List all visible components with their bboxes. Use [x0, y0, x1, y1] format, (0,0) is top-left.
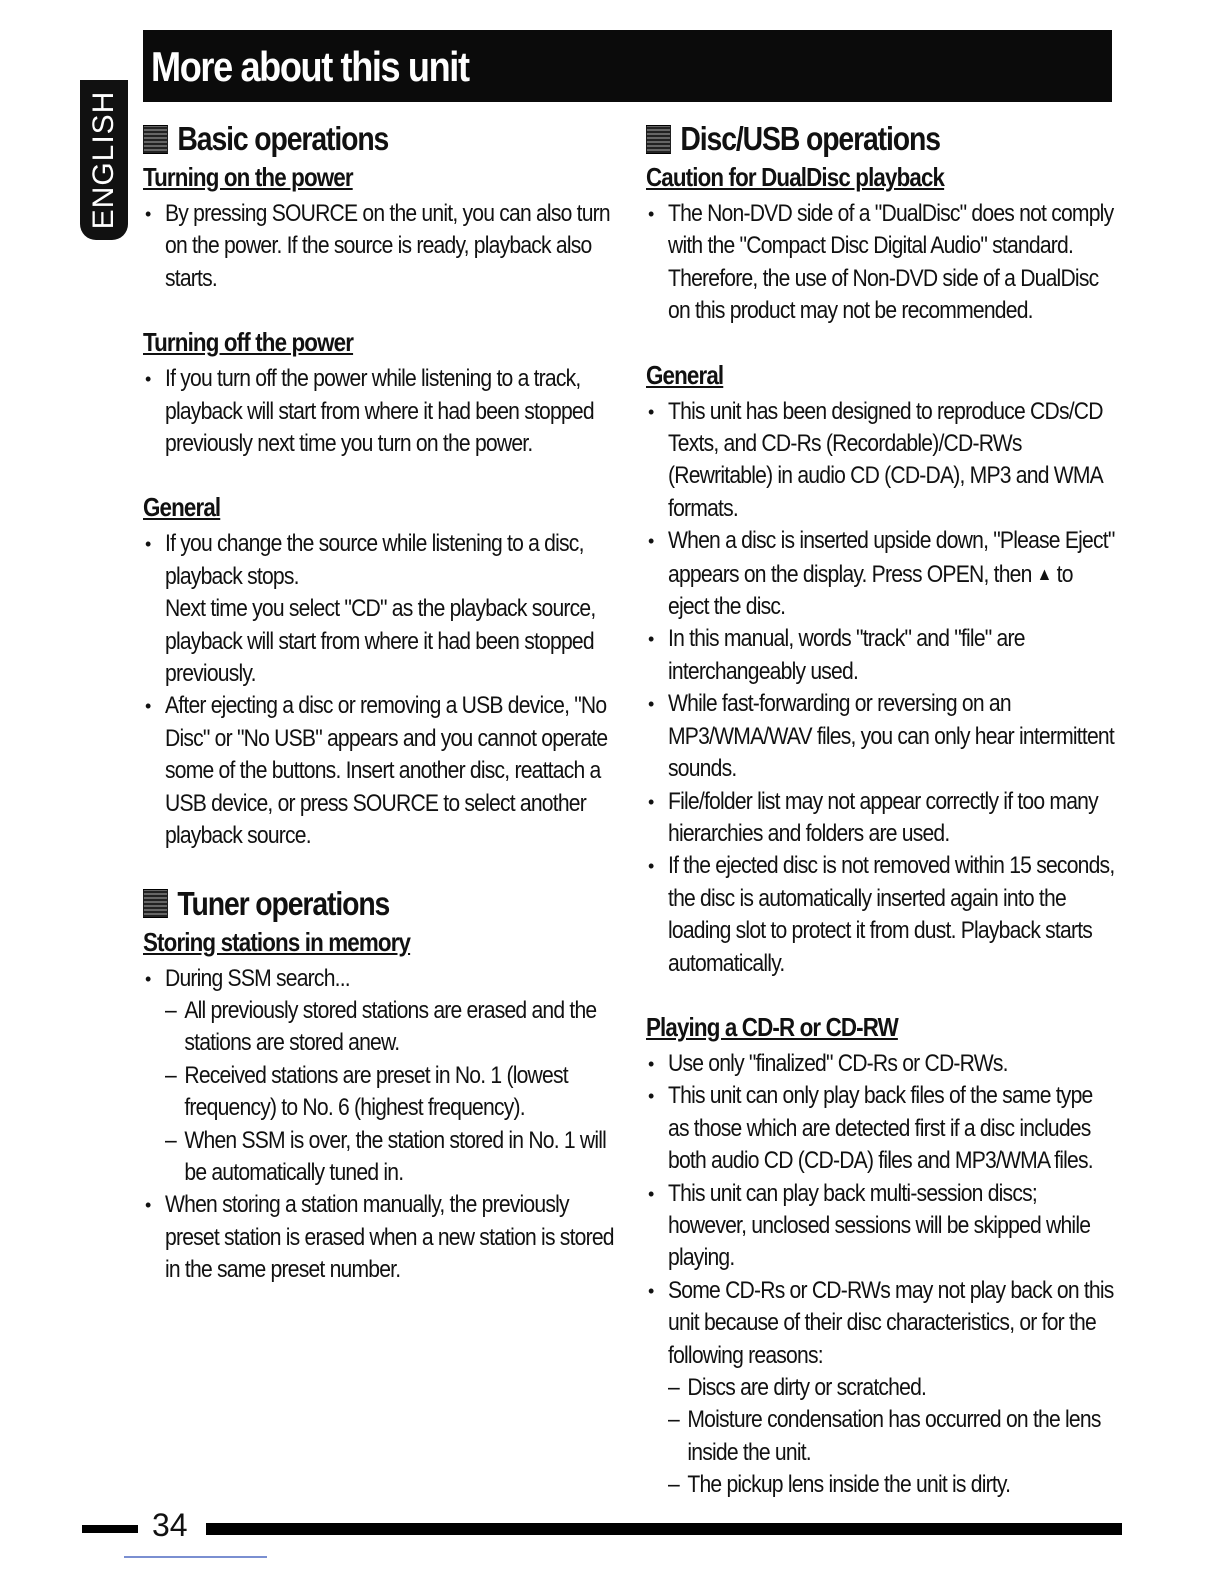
language-tab-label: ENGLISH: [87, 90, 120, 230]
dash-item: – All previously stored stations are erased and the stations are stored anew.: [165, 995, 614, 1060]
list-item: • When a disc is inserted upside down, "Please Eject" appears on the display. Press OPEN, then ▲ to eject the disc.: [646, 525, 1116, 623]
section-square-icon: [143, 889, 168, 918]
list-item: • Some CD-Rs or CD-RWs may not play back on this unit because of their disc characteristics, or for the following reasons: – Discs are dirty or scratched. – Moisture condensation has occurred on the lens inside the unit. – The pickup lens inside the unit is dirty.: [646, 1275, 1116, 1502]
subsection-dualdisc-caution: Caution for DualDisc playback: [646, 162, 945, 192]
list-item: • This unit can play back multi-session discs; however, unclosed sessions will be skipped while playing.: [646, 1178, 1116, 1275]
list-item: • If you turn off the power while listening to a track, playback will start from where it had been stopped previously next time you turn on the power.: [143, 363, 613, 460]
page-title-bar: [143, 30, 1112, 102]
page-footer: [82, 1505, 1122, 1545]
list-item: • Use only "finalized" CD-Rs or CD-RWs.: [646, 1048, 1116, 1080]
list-item: • By pressing SOURCE on the unit, you can also turn on the power. If the source is ready, playback also starts.: [143, 198, 613, 295]
section-title-text: Tuner operations: [177, 884, 390, 922]
dash-item: – Discs are dirty or scratched.: [668, 1372, 1117, 1404]
section-tuner-operations: [143, 883, 547, 925]
general-list: [646, 396, 1116, 980]
list-item: • File/folder list may not appear correctly if too many hierarchies and folders are used.: [646, 786, 1116, 851]
section-title-text: Disc/USB operations: [680, 120, 940, 157]
list-item: • When storing a station manually, the previously preset station is erased when a new station is stored in the same preset number.: [143, 1189, 613, 1286]
general-list: [143, 528, 613, 852]
list-item: • This unit can only play back files of the same type as those which are detected first if a disc includes both audio CD (CD-DA) files and MP3/WMA files.: [646, 1080, 1116, 1177]
list-item: • During SSM search... – All previously stored stations are erased and the stations are stored anew. – Received stations are preset in No. 1 (lowest frequency) to No. 6 (highest frequency). – When SSM is over, the station stored in No. 1 will be automatically tuned in.: [143, 963, 613, 1190]
list-item: • This unit has been designed to reproduce CDs/CD Texts, and CD-Rs (Recordable)/CD-RWs (Rewritable) in audio CD (CD-DA), MP3 and WMA formats.: [646, 396, 1116, 526]
turning-off-list: [143, 363, 613, 460]
subsection-general: General: [143, 492, 221, 523]
footer-left-bar: [82, 1525, 138, 1533]
dash-item: – Received stations are preset in No. 1 (lowest frequency) to No. 6 (highest frequency).: [165, 1060, 614, 1125]
left-column: [143, 118, 613, 1287]
page-number: 34: [152, 1507, 188, 1543]
storing-list: [143, 963, 613, 1287]
subsection-general: General: [646, 359, 724, 390]
section-square-icon: [143, 125, 168, 154]
list-item: • If the ejected disc is not removed within 15 seconds, the disc is automatically inserted again into the loading slot to protect it from dust. Playback starts automatically.: [646, 850, 1116, 980]
section-title-text: Basic operations: [177, 120, 389, 157]
right-column: [646, 118, 1116, 1502]
list-item: • The Non-DVD side of a "DualDisc" does not comply with the "Compact Disc Digital Audio" standard. Therefore, the use of Non-DVD side of a DualDisc on this product may not be recommended.: [646, 198, 1116, 328]
caution-list: [646, 198, 1116, 328]
page-title: More about this unit: [151, 43, 469, 90]
list-item: • If you change the source while listening to a disc, playback stops. Next time you select "CD" as the playback source, playback will start from where it had been stopped previously.: [143, 528, 613, 690]
list-item: • After ejecting a disc or removing a USB device, "No Disc" or "No USB" appears and you cannot operate some of the buttons. Insert another disc, reattach a USB device, or press SOURCE to select another playback source.: [143, 690, 613, 852]
dash-item: – Moisture condensation has occurred on the lens inside the unit.: [668, 1404, 1117, 1469]
footer-right-bar: [206, 1523, 1122, 1535]
playing-list: [646, 1048, 1116, 1502]
list-item: • In this manual, words "track" and "file" are interchangeably used.: [646, 623, 1116, 688]
turning-on-list: [143, 198, 613, 295]
eject-icon: ▲: [1036, 563, 1052, 584]
reasons-dash-list: [668, 1372, 1117, 1502]
subsection-storing-stations: Storing stations in memory: [143, 926, 411, 957]
section-basic-operations: [143, 118, 547, 160]
section-disc-usb-operations: [646, 118, 1050, 160]
footer-accent-line: [124, 1556, 267, 1558]
dash-item: – When SSM is over, the station stored in No. 1 will be automatically tuned in.: [165, 1125, 614, 1190]
section-square-icon: [646, 125, 671, 154]
list-item: • While fast-forwarding or reversing on an MP3/WMA/WAV files, you can only hear intermittent sounds.: [646, 688, 1116, 785]
ssm-dash-list: [165, 995, 614, 1189]
dash-item: – The pickup lens inside the unit is dirty.: [668, 1469, 1117, 1501]
subsection-turning-off-power: Turning off the power: [143, 327, 354, 358]
subsection-playing-cdr: Playing a CD-R or CD-RW: [646, 1011, 898, 1042]
language-tab: [80, 80, 128, 240]
subsection-turning-on-power: Turning on the power: [143, 162, 353, 192]
